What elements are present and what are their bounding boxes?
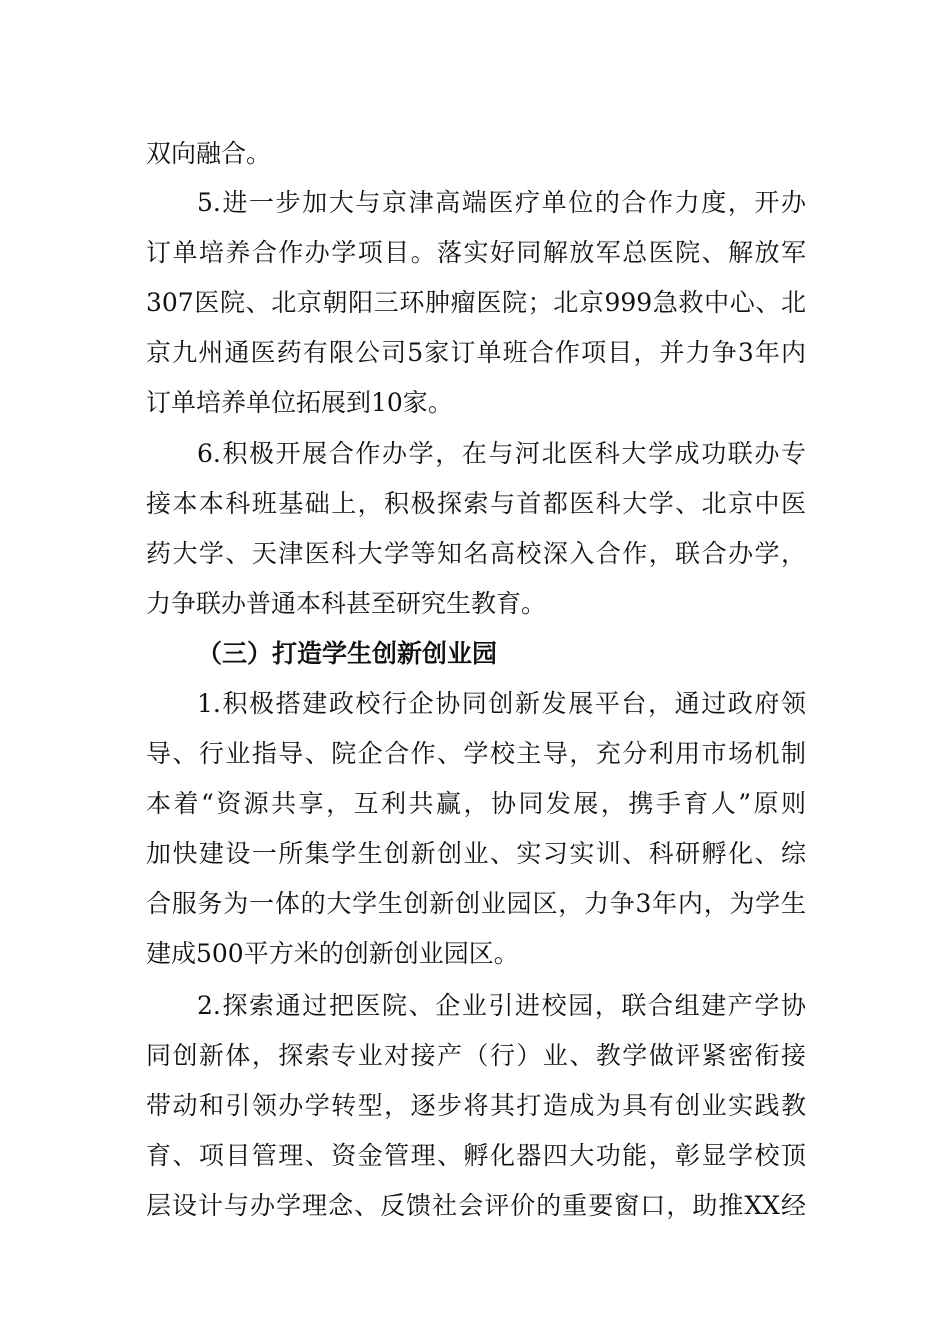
paragraph-line: 订单培养合作办学项目。落实好同解放军总医院、解放军 [146, 238, 806, 267]
paragraph-line: 同创新体，探索专业对接产（行）业、教学做评紧密衔接 [146, 1041, 806, 1070]
paragraph-line: 建成500平方米的创新创业园区。 [146, 939, 519, 968]
paragraph-line: 力争联办普通本科甚至研究生教育。 [146, 589, 547, 618]
paragraph-line: 京九州通医药有限公司5家订单班合作项目，并力争3年内 [146, 338, 806, 367]
paragraph-line: 带动和引领办学转型，逐步将其打造成为具有创业实践教 [146, 1091, 806, 1120]
paragraph-line: 1.积极搭建政校行企协同创新发展平台，通过政府领 [197, 689, 806, 718]
paragraph-line: 本着“资源共享，互利共赢，协同发展，携手育人”原则 [146, 789, 806, 818]
paragraph-line: 订单培养单位拓展到10家。 [146, 388, 453, 417]
section-heading: （三）打造学生创新创业园 [197, 639, 498, 668]
paragraph-line: 6.积极开展合作办学，在与河北医科大学成功联办专 [197, 439, 806, 468]
paragraph-line: 接本本科班基础上，积极探索与首都医科大学、北京中医 [146, 489, 806, 518]
paragraph-line: 合服务为一体的大学生创新创业园区，力争3年内，为学生 [146, 889, 806, 918]
paragraph-line: 加快建设一所集学生创新创业、实习实训、科研孵化、综 [146, 839, 806, 868]
paragraph-line: 导、行业指导、院企合作、学校主导，充分利用市场机制 [146, 739, 806, 768]
paragraph-line: 307医院、北京朝阳三环肿瘤医院；北京999急救中心、北 [146, 288, 806, 317]
paragraph-line: 2.探索通过把医院、企业引进校园，联合组建产学协 [197, 991, 806, 1020]
paragraph-line: 药大学、天津医科大学等知名高校深入合作，联合办学， [146, 539, 806, 568]
paragraph-line: 层设计与办学理念、反馈社会评价的重要窗口，助推XX经 [146, 1191, 806, 1220]
paragraph-line: 双向融合。 [146, 139, 272, 168]
paragraph-line: 育、项目管理、资金管理、孵化器四大功能，彰显学校顶 [146, 1141, 806, 1170]
paragraph-line: 5.进一步加大与京津高端医疗单位的合作力度，开办 [197, 188, 806, 217]
